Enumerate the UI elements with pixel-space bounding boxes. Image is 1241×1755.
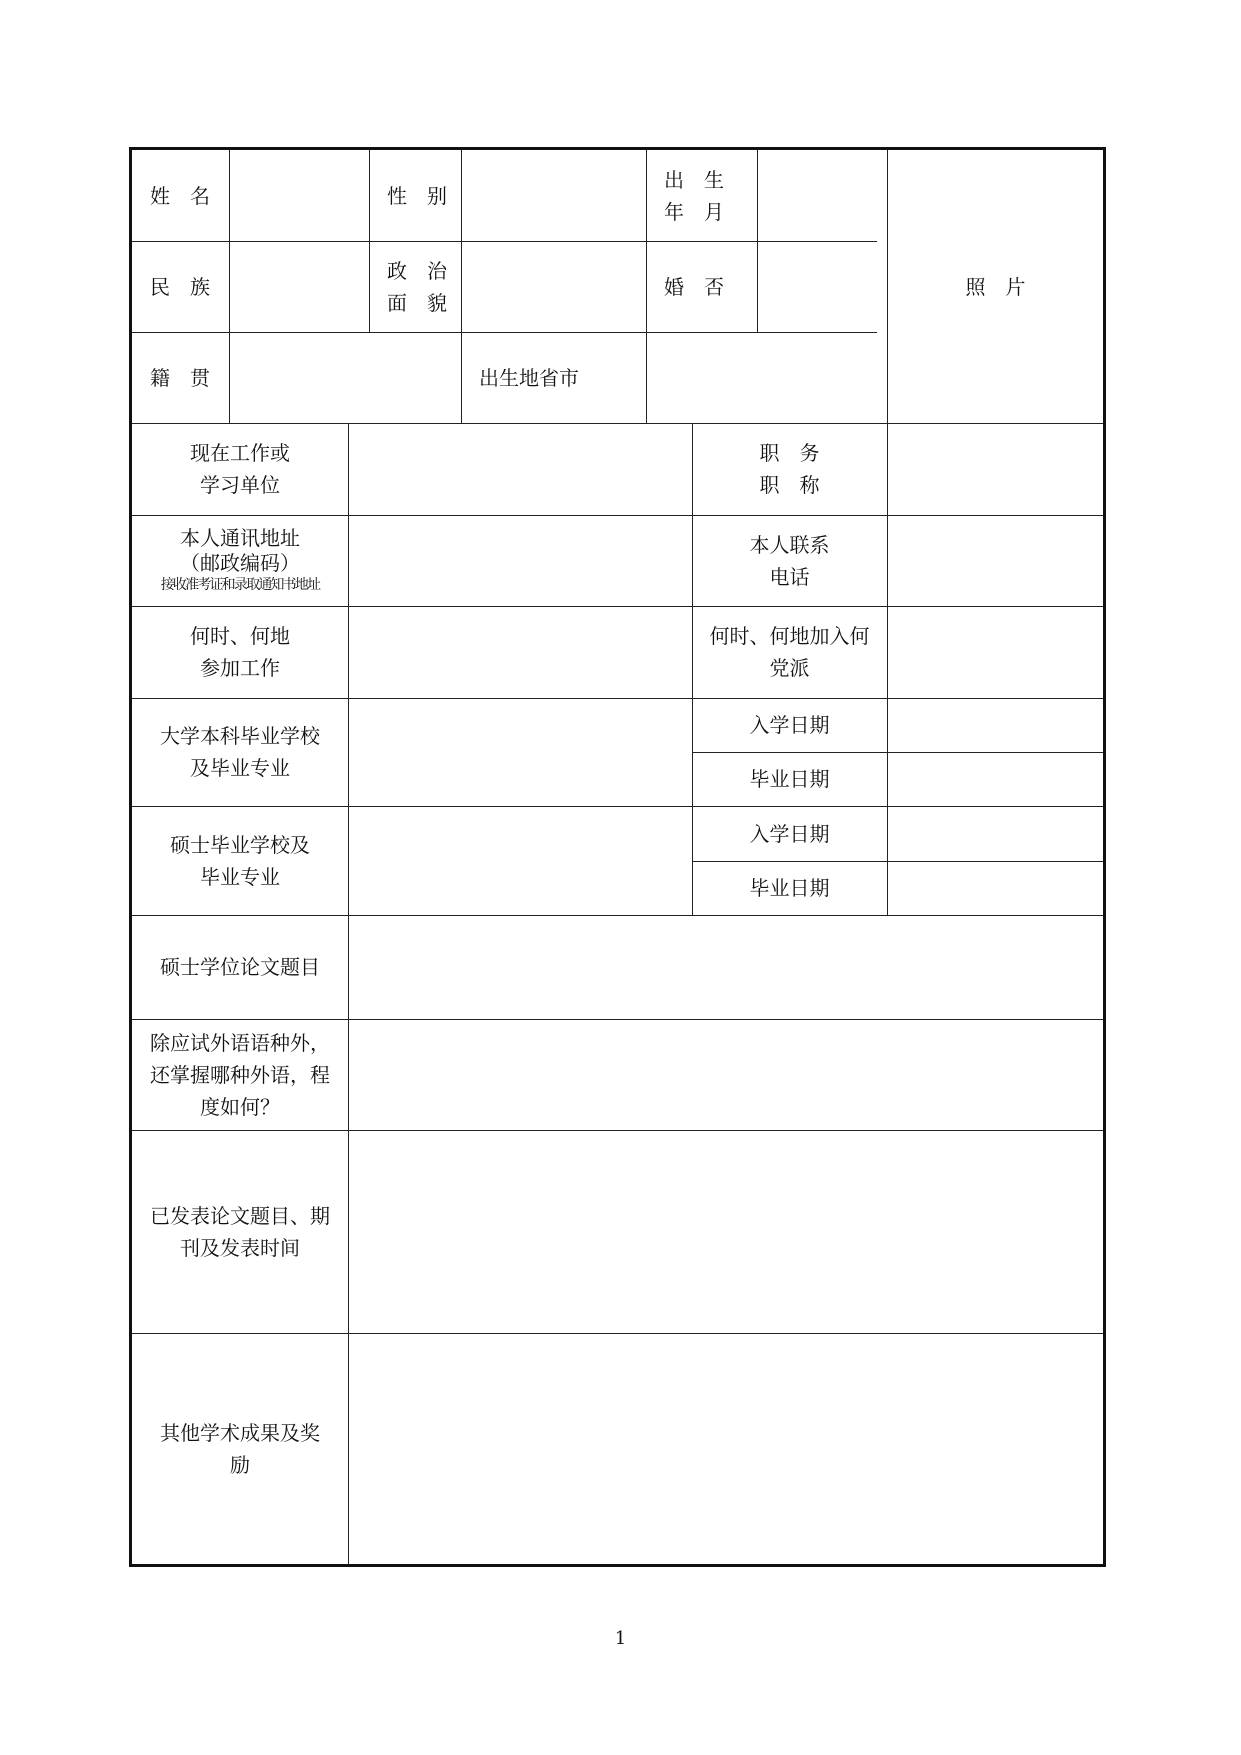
master-enroll-date-field[interactable] — [888, 806, 1103, 861]
page-number: 1 — [614, 1628, 627, 1649]
work-start-field[interactable] — [349, 606, 692, 698]
name-field[interactable] — [230, 150, 369, 241]
party-membership-label: 何时、何地加入何 党派 — [709, 624, 870, 680]
bachelor-grad-date-label: 毕业日期 — [749, 767, 830, 791]
party-membership-field[interactable] — [888, 606, 1103, 698]
work-start-label: 何时、何地 参加工作 — [190, 624, 290, 680]
mailing-address-label: 本人通讯地址 （邮政编码） 接收准考证和录取通知书地址 — [160, 526, 320, 594]
master-grad-date-label: 毕业日期 — [749, 876, 830, 900]
position-title-field[interactable] — [888, 423, 1103, 515]
achievements-awards-label: 其他学术成果及奖 励 — [160, 1420, 320, 1477]
birth-date-field[interactable] — [758, 150, 887, 241]
published-papers-label: 已发表论文题目、期 刊及发表时间 — [150, 1203, 330, 1260]
bachelor-school-field[interactable] — [349, 698, 692, 806]
application-form-table — [129, 147, 1106, 1567]
ethnicity-label: 民 族 — [150, 274, 210, 299]
thesis-title-label: 硕士学位论文题目 — [160, 955, 320, 979]
political-status-label: 政 治 面 貌 — [387, 258, 447, 315]
marital-status-label: 婚 否 — [664, 274, 724, 299]
achievements-awards-field[interactable] — [349, 1333, 1103, 1564]
position-title-label: 职 务 职 称 — [759, 441, 820, 497]
native-place-label: 籍 贯 — [150, 365, 210, 390]
name-label: 姓 名 — [150, 183, 210, 208]
thesis-title-field[interactable] — [349, 915, 1103, 1019]
political-status-field[interactable] — [462, 241, 646, 332]
birthplace-label: 出生地省市 — [479, 365, 579, 390]
foreign-language-field[interactable] — [349, 1019, 1103, 1130]
master-enroll-date-label: 入学日期 — [749, 821, 830, 846]
photo-placeholder[interactable]: 照 片 — [965, 274, 1026, 299]
phone-field[interactable] — [888, 515, 1103, 606]
master-school-label: 硕士毕业学校及 毕业专业 — [170, 832, 310, 889]
gender-field[interactable] — [462, 150, 646, 241]
bachelor-enroll-date-label: 入学日期 — [749, 713, 830, 737]
master-school-field[interactable] — [349, 806, 692, 915]
work-unit-label: 现在工作或 学习单位 — [190, 441, 290, 497]
foreign-language-label: 除应试外语语种外， 还掌握哪种外语，程 度如何？ — [150, 1030, 330, 1119]
native-place-field[interactable] — [230, 332, 461, 423]
ethnicity-field[interactable] — [230, 241, 369, 332]
gender-label: 性 别 — [387, 183, 447, 208]
published-papers-field[interactable] — [349, 1130, 1103, 1333]
bachelor-grad-date-field[interactable] — [888, 752, 1103, 806]
mailing-address-field[interactable] — [349, 515, 692, 606]
bachelor-school-label: 大学本科毕业学校 及毕业专业 — [160, 724, 320, 780]
bachelor-enroll-date-field[interactable] — [888, 698, 1103, 752]
work-unit-field[interactable] — [349, 423, 692, 515]
marital-status-field[interactable] — [758, 241, 887, 332]
phone-label: 本人联系 电话 — [749, 532, 830, 589]
birthplace-field[interactable] — [647, 332, 887, 423]
master-grad-date-field[interactable] — [888, 861, 1103, 915]
birth-date-label: 出 生 年 月 — [664, 167, 724, 224]
